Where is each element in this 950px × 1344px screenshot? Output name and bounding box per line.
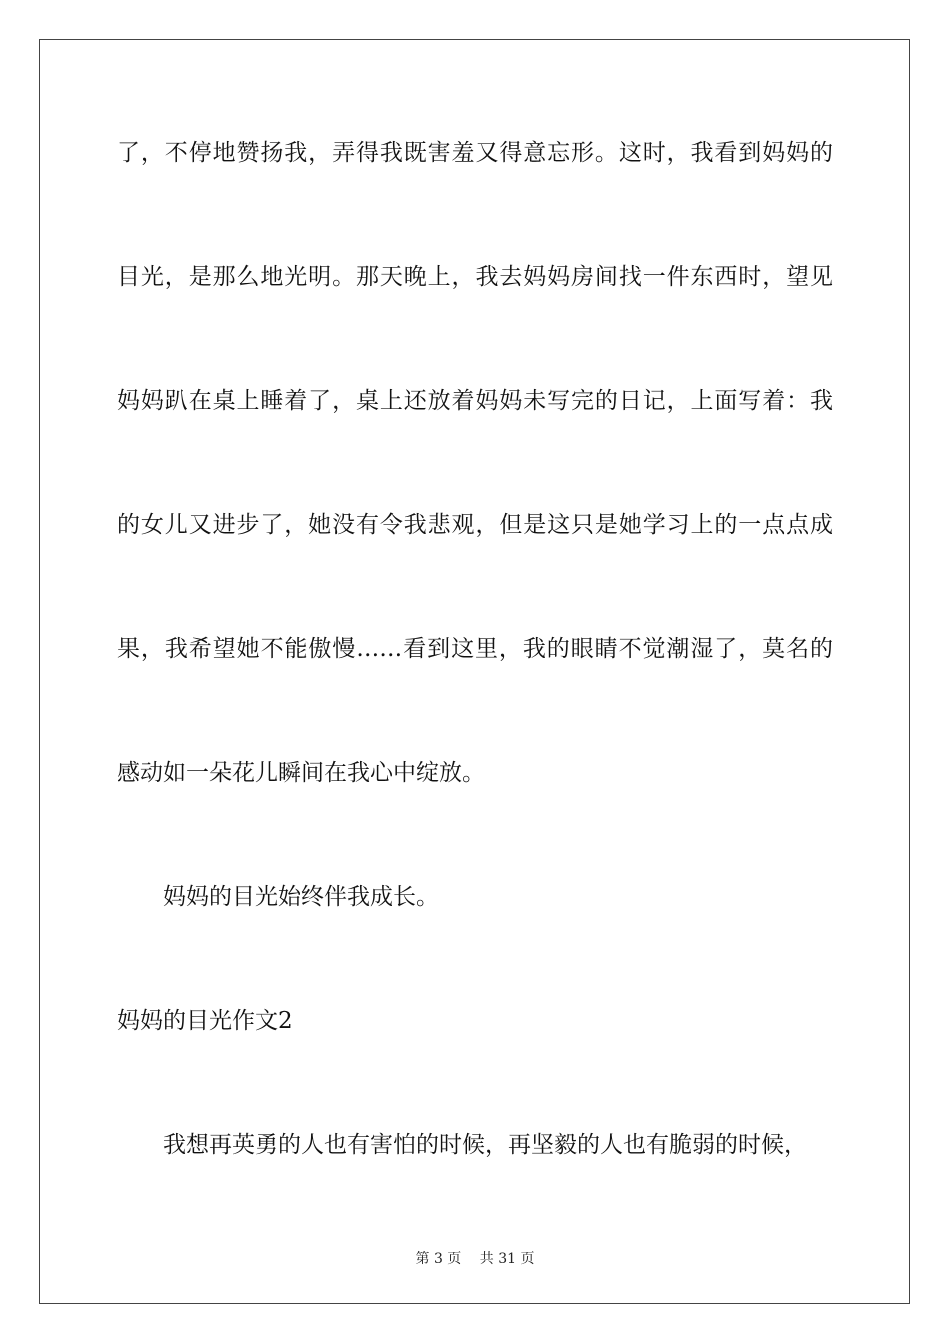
body-text-line: 了，不停地赞扬我，弄得我既害羞又得意忘形。这时，我看到妈妈的 [117, 140, 833, 166]
body-text-line: 妈妈趴在桌上睡着了，桌上还放着妈妈未写完的日记，上面写着：我 [117, 388, 833, 414]
paragraph-start: 我想再英勇的人也有害怕的时候，再坚毅的人也有脆弱的时候， [163, 1132, 807, 1158]
page-number-footer: 第 3 页 共 31 页 [415, 1251, 535, 1267]
body-text-line: 的女儿又进步了，她没有令我悲观，但是这只是她学习上的一点点成 [117, 512, 833, 538]
closing-paragraph: 妈妈的目光始终伴我成长。 [163, 884, 439, 910]
page-border [39, 39, 910, 1304]
body-text-line: 果，我希望她不能傲慢……看到这里，我的眼睛不觉潮湿了，莫名的 [117, 636, 833, 662]
section-heading: 妈妈的目光作文2 [117, 1008, 293, 1034]
body-text-line: 目光，是那么地光明。那天晚上，我去妈妈房间找一件东西时，望见 [117, 264, 833, 290]
body-text-line: 感动如一朵花儿瞬间在我心中绽放。 [117, 760, 485, 786]
